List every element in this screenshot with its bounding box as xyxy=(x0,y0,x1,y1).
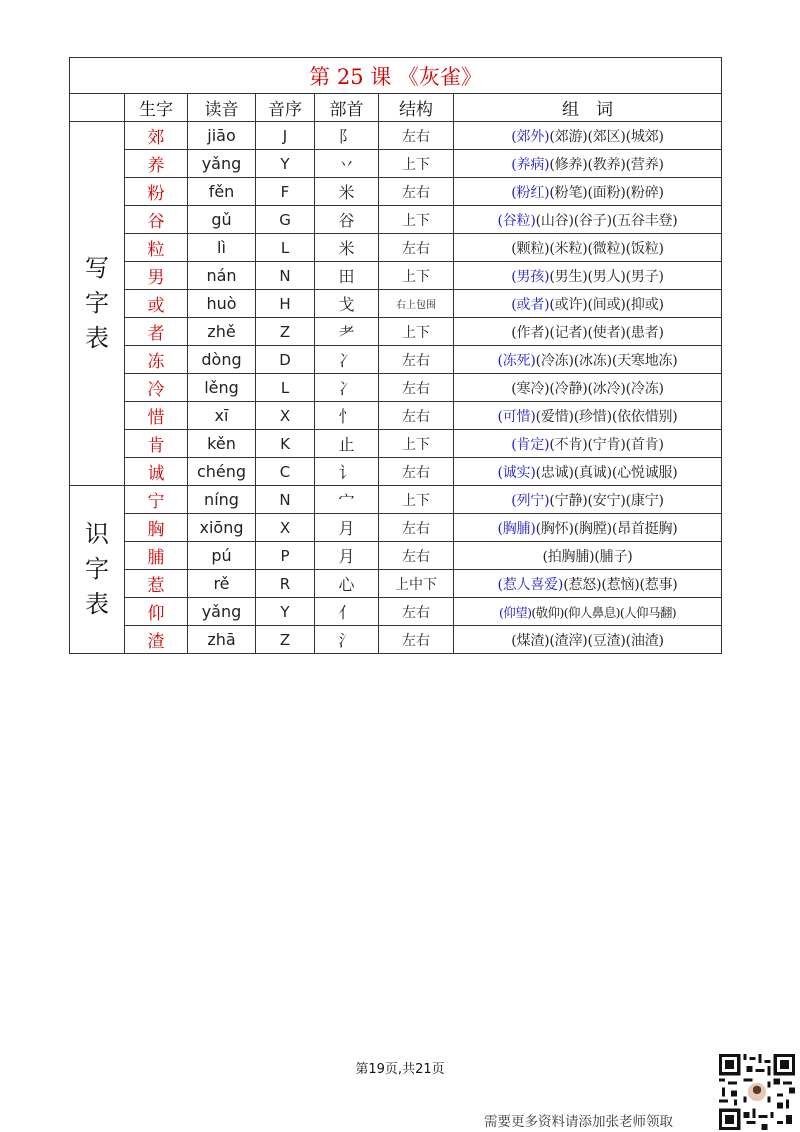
word-group: (煤渣)(渣滓)(豆渣)(油渣) xyxy=(511,632,664,649)
structure-cell: 上下 xyxy=(379,430,454,458)
radical-cell: 丷 xyxy=(315,150,379,178)
order-cell: L xyxy=(256,374,315,402)
words-cell xyxy=(454,542,722,570)
structure-cell: 左右 xyxy=(379,346,454,374)
order-cell: N xyxy=(256,262,315,290)
highlighted-word: (谷粒) xyxy=(497,212,536,229)
structure-cell: 左右 xyxy=(379,626,454,654)
char-cell: 谷 xyxy=(125,206,188,234)
structure-cell: 上下 xyxy=(379,206,454,234)
radical-cell: 宀 xyxy=(315,486,379,514)
word-group: (山谷)(谷子)(五谷丰登) xyxy=(535,212,678,229)
word-group: (粉笔)(面粉)(粉碎) xyxy=(549,184,664,201)
table-row xyxy=(70,402,722,430)
word-group: (爱惜)(珍惜)(依依惜别) xyxy=(535,408,678,425)
radical-cell: 亻 xyxy=(315,598,379,626)
table-row xyxy=(70,346,722,374)
char-cell: 诚 xyxy=(125,458,188,486)
table-row xyxy=(70,458,722,486)
words-cell xyxy=(454,122,722,150)
char-cell: 者 xyxy=(125,318,188,346)
pinyin-cell: zhě xyxy=(188,318,256,346)
table-row xyxy=(70,598,722,626)
header-pinyin: 读音 xyxy=(188,94,256,122)
highlighted-word: (胸脯) xyxy=(497,520,536,537)
table-row xyxy=(70,374,722,402)
words-cell xyxy=(454,318,722,346)
words-cell xyxy=(454,402,722,430)
footer-note: 需要更多资料请添加张老师领取 xyxy=(484,1114,673,1130)
pinyin-cell: lì xyxy=(188,234,256,262)
table-row xyxy=(70,122,722,150)
highlighted-word: (惹人喜爱) xyxy=(497,576,564,593)
section-label-char: 字 xyxy=(85,289,109,318)
radical-cell: 米 xyxy=(315,178,379,206)
table-row xyxy=(70,178,722,206)
structure-cell: 左右 xyxy=(379,402,454,430)
qr-code xyxy=(719,1054,795,1130)
section-label-char: 表 xyxy=(85,589,109,618)
vocabulary-table xyxy=(69,57,722,654)
word-group: (寒冷)(冷静)(冰冷)(冷冻) xyxy=(511,380,664,397)
words-cell xyxy=(454,570,722,598)
char-cell: 仰 xyxy=(125,598,188,626)
header-blank xyxy=(70,94,125,122)
header-radical: 部首 xyxy=(315,94,379,122)
char-cell: 冻 xyxy=(125,346,188,374)
radical-cell: 耂 xyxy=(315,318,379,346)
pinyin-cell: níng xyxy=(188,486,256,514)
words-cell xyxy=(454,598,722,626)
radical-cell: 月 xyxy=(315,514,379,542)
radical-cell: 阝 xyxy=(315,122,379,150)
pinyin-cell: chéng xyxy=(188,458,256,486)
order-cell: R xyxy=(256,570,315,598)
order-cell: Z xyxy=(256,626,315,654)
pinyin-cell: fěn xyxy=(188,178,256,206)
radical-cell: 心 xyxy=(315,570,379,598)
structure-cell: 上下 xyxy=(379,486,454,514)
char-cell: 脯 xyxy=(125,542,188,570)
word-group: (不肯)(宁肯)(首肯) xyxy=(549,436,664,453)
structure-cell: 上中下 xyxy=(379,570,454,598)
section-label-char: 字 xyxy=(85,555,109,584)
pinyin-cell: xī xyxy=(188,402,256,430)
table-row xyxy=(70,514,722,542)
char-cell: 肯 xyxy=(125,430,188,458)
radical-cell: 米 xyxy=(315,234,379,262)
words-cell xyxy=(454,290,722,318)
section-label-char: 写 xyxy=(85,254,109,283)
structure-cell: 左右 xyxy=(379,178,454,206)
structure-cell: 上下 xyxy=(379,318,454,346)
header-words: 组 词 xyxy=(454,94,722,122)
radical-cell: 忄 xyxy=(315,402,379,430)
table-row xyxy=(70,290,722,318)
word-group: (拍胸脯)(脯子) xyxy=(542,548,633,565)
structure-cell: 上下 xyxy=(379,262,454,290)
structure-cell: 左右 xyxy=(379,598,454,626)
structure-cell: 左右 xyxy=(379,514,454,542)
char-cell: 惜 xyxy=(125,402,188,430)
radical-cell: 氵 xyxy=(315,626,379,654)
highlighted-word: (冻死) xyxy=(497,352,536,369)
pinyin-cell: kěn xyxy=(188,430,256,458)
highlighted-word: (养病) xyxy=(511,156,550,173)
words-cell xyxy=(454,150,722,178)
char-cell: 郊 xyxy=(125,122,188,150)
pinyin-cell: pú xyxy=(188,542,256,570)
pinyin-cell: yǎng xyxy=(188,150,256,178)
radical-cell: 冫 xyxy=(315,346,379,374)
radical-cell: 止 xyxy=(315,430,379,458)
word-group: (郊游)(郊区)(城郊) xyxy=(549,128,664,145)
header-row xyxy=(70,94,722,122)
word-group: (冷冻)(冰冻)(天寒地冻) xyxy=(535,352,678,369)
order-cell: Y xyxy=(256,150,315,178)
table-row xyxy=(70,626,722,654)
structure-cell: 左右 xyxy=(379,234,454,262)
section-label-char: 表 xyxy=(85,323,109,352)
highlighted-word: (粉红) xyxy=(511,184,550,201)
radical-cell: 戈 xyxy=(315,290,379,318)
pinyin-cell: jiāo xyxy=(188,122,256,150)
order-cell: X xyxy=(256,402,315,430)
order-cell: H xyxy=(256,290,315,318)
table-row xyxy=(70,430,722,458)
highlighted-word: (列宁) xyxy=(511,492,550,509)
char-cell: 粒 xyxy=(125,234,188,262)
char-cell: 养 xyxy=(125,150,188,178)
structure-cell: 左右 xyxy=(379,374,454,402)
table-row xyxy=(70,542,722,570)
word-group: (颗粒)(米粒)(微粒)(饭粒) xyxy=(511,240,664,257)
pinyin-cell: lěng xyxy=(188,374,256,402)
structure-cell: 左右 xyxy=(379,458,454,486)
words-cell xyxy=(454,514,722,542)
pinyin-cell: huò xyxy=(188,290,256,318)
structure-cell: 右上包围 xyxy=(379,290,454,318)
words-cell xyxy=(454,346,722,374)
table-row xyxy=(70,570,722,598)
radical-cell: 冫 xyxy=(315,374,379,402)
table-row xyxy=(70,234,722,262)
highlighted-word: (可惜) xyxy=(497,408,536,425)
table-row xyxy=(70,262,722,290)
order-cell: K xyxy=(256,430,315,458)
char-cell: 男 xyxy=(125,262,188,290)
table-row xyxy=(70,318,722,346)
char-cell: 粉 xyxy=(125,178,188,206)
word-group: (宁静)(安宁)(康宁) xyxy=(549,492,664,509)
section-label xyxy=(70,486,125,654)
highlighted-word: (仰望) xyxy=(499,604,532,620)
lesson-title: 第 25 课 《灰雀》 xyxy=(70,58,722,94)
word-group: (男生)(男人)(男子) xyxy=(549,268,664,285)
radical-cell: 讠 xyxy=(315,458,379,486)
highlighted-word: (诚实) xyxy=(497,464,536,481)
pinyin-cell: xiōng xyxy=(188,514,256,542)
char-cell: 冷 xyxy=(125,374,188,402)
highlighted-word: (或者) xyxy=(511,296,550,313)
order-cell: D xyxy=(256,346,315,374)
char-cell: 宁 xyxy=(125,486,188,514)
structure-cell: 左右 xyxy=(379,542,454,570)
pinyin-cell: nán xyxy=(188,262,256,290)
word-group: (胸怀)(胸膛)(昂首挺胸) xyxy=(535,520,678,537)
order-cell: L xyxy=(256,234,315,262)
pinyin-cell: zhā xyxy=(188,626,256,654)
highlighted-word: (肯定) xyxy=(511,436,550,453)
char-cell: 胸 xyxy=(125,514,188,542)
order-cell: G xyxy=(256,206,315,234)
char-cell: 或 xyxy=(125,290,188,318)
word-group: (敬仰)(仰人鼻息)(人仰马翻) xyxy=(531,604,677,620)
pinyin-cell: yǎng xyxy=(188,598,256,626)
table-row xyxy=(70,150,722,178)
char-cell: 渣 xyxy=(125,626,188,654)
header-order: 音序 xyxy=(256,94,315,122)
pinyin-cell: rě xyxy=(188,570,256,598)
words-cell xyxy=(454,626,722,654)
structure-cell: 左右 xyxy=(379,122,454,150)
order-cell: F xyxy=(256,178,315,206)
order-cell: X xyxy=(256,514,315,542)
words-cell xyxy=(454,178,722,206)
word-group: (作者)(记者)(使者)(患者) xyxy=(511,324,664,341)
radical-cell: 田 xyxy=(315,262,379,290)
word-group: (惹怒)(惹恼)(惹事) xyxy=(563,576,678,593)
header-structure: 结构 xyxy=(379,94,454,122)
order-cell: C xyxy=(256,458,315,486)
section-label xyxy=(70,122,125,486)
table-row xyxy=(70,206,722,234)
words-cell xyxy=(454,458,722,486)
pinyin-cell: gǔ xyxy=(188,206,256,234)
order-cell: Z xyxy=(256,318,315,346)
structure-cell: 上下 xyxy=(379,150,454,178)
words-cell xyxy=(454,374,722,402)
word-group: (或许)(间或)(抑或) xyxy=(549,296,664,313)
header-char: 生字 xyxy=(125,94,188,122)
word-group: (忠诚)(真诚)(心悦诚服) xyxy=(535,464,678,481)
words-cell xyxy=(454,206,722,234)
radical-cell: 月 xyxy=(315,542,379,570)
pinyin-cell: dòng xyxy=(188,346,256,374)
section-label-char: 识 xyxy=(85,520,109,549)
order-cell: J xyxy=(256,122,315,150)
words-cell xyxy=(454,486,722,514)
highlighted-word: (郊外) xyxy=(511,128,550,145)
table-row xyxy=(70,486,722,514)
radical-cell: 谷 xyxy=(315,206,379,234)
words-cell xyxy=(454,430,722,458)
order-cell: Y xyxy=(256,598,315,626)
order-cell: P xyxy=(256,542,315,570)
words-cell xyxy=(454,234,722,262)
order-cell: N xyxy=(256,486,315,514)
words-cell xyxy=(454,262,722,290)
word-group: (修养)(教养)(营养) xyxy=(549,156,664,173)
highlighted-word: (男孩) xyxy=(511,268,550,285)
page-number: 第19页,共21页 xyxy=(355,1062,445,1077)
char-cell: 惹 xyxy=(125,570,188,598)
